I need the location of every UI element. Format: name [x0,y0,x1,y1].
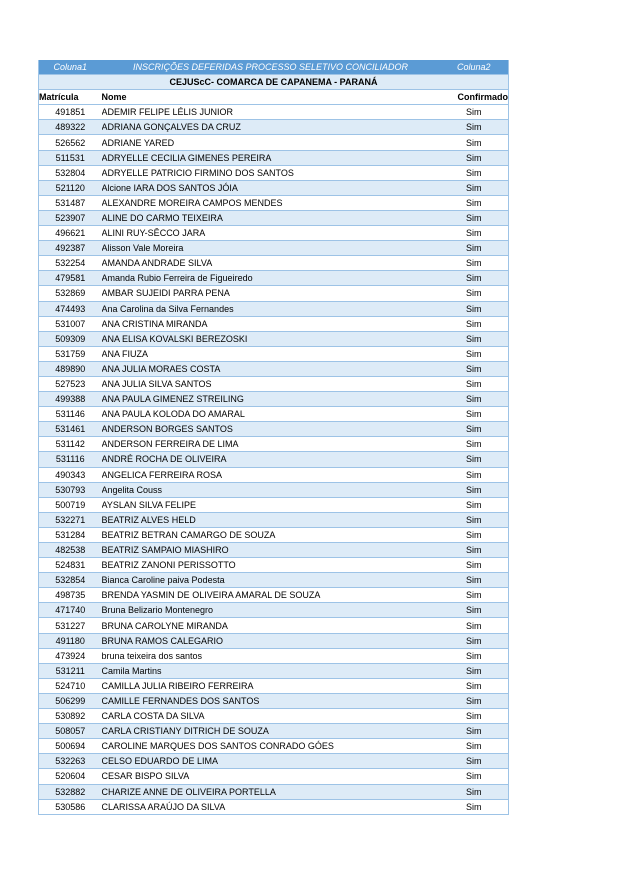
cell-nome: AMBAR SUJEIDI PARRA PENA [102,286,440,301]
cell-confirmado: Sim [440,784,509,799]
cell-matricula: 530793 [39,482,102,497]
table-row [39,558,509,573]
cell-nome: Bruna Belizario Montenegro [102,603,440,618]
cell-confirmado: Sim [440,754,509,769]
table-row [39,603,509,618]
header-coluna2[interactable]: Coluna2 [440,60,509,75]
table-header-row [39,60,509,75]
cell-nome: ANDRÉ ROCHA DE OLIVEIRA [102,452,440,467]
cell-nome: ADEMIR FELIPE LÉLIS JUNIOR [102,105,440,120]
cell-matricula: 489322 [39,120,102,135]
table-row [39,361,509,376]
cell-nome: ANA PAULA KOLODA DO AMARAL [102,407,440,422]
cell-nome: BEATRIZ SAMPAIO MIASHIRO [102,543,440,558]
cell-matricula: 496621 [39,226,102,241]
cell-matricula: 524710 [39,678,102,693]
table-row [39,633,509,648]
table-row [39,422,509,437]
header-coluna1[interactable]: Coluna1 [39,60,102,75]
table-row [39,331,509,346]
cell-nome: ANA CRISTINA MIRANDA [102,316,440,331]
cell-confirmado: Sim [440,709,509,724]
column-label-confirmado: Confirmado [440,90,509,105]
table-row [39,663,509,678]
cell-confirmado: Sim [440,663,509,678]
cell-confirmado: Sim [440,678,509,693]
cell-confirmado: Sim [440,105,509,120]
cell-confirmado: Sim [440,241,509,256]
cell-confirmado: Sim [440,558,509,573]
cell-confirmado: Sim [440,316,509,331]
table-row [39,497,509,512]
cell-confirmado: Sim [440,497,509,512]
cell-confirmado: Sim [440,301,509,316]
table-row [39,588,509,603]
cell-nome: Camila Martins [102,663,440,678]
table-row [39,241,509,256]
cell-matricula: 509309 [39,331,102,346]
header-title[interactable]: INSCRIÇÕES DEFERIDAS PROCESSO SELETIVO CONCILIADOR [102,60,440,75]
cell-nome: CARLA COSTA DA SILVA [102,709,440,724]
cell-confirmado: Sim [440,437,509,452]
cell-matricula: 531142 [39,437,102,452]
cell-matricula: 500719 [39,497,102,512]
cell-confirmado: Sim [440,256,509,271]
cell-nome: ALEXANDRE MOREIRA CAMPOS MENDES [102,195,440,210]
cell-nome: BRUNA RAMOS CALEGARIO [102,633,440,648]
cell-confirmado: Sim [440,361,509,376]
cell-confirmado: Sim [440,180,509,195]
cell-matricula: 511531 [39,150,102,165]
cell-matricula: 531759 [39,346,102,361]
cell-nome: ADRYELLE PATRICIO FIRMINO DOS SANTOS [102,165,440,180]
cell-nome: BRUNA CAROLYNE MIRANDA [102,618,440,633]
cell-matricula: 531007 [39,316,102,331]
cell-nome: BEATRIZ ZANONI PERISSOTTO [102,558,440,573]
table-row [39,512,509,527]
cell-nome: Amanda Rubio Ferreira de Figueiredo [102,271,440,286]
table-row [39,150,509,165]
cell-confirmado: Sim [440,482,509,497]
table-row [39,482,509,497]
cell-matricula: 482538 [39,543,102,558]
cell-nome: Ana Carolina da Silva Fernandes [102,301,440,316]
cell-matricula: 506299 [39,693,102,708]
table-row [39,754,509,769]
cell-nome: CAMILLE FERNANDES DOS SANTOS [102,693,440,708]
cell-confirmado: Sim [440,452,509,467]
cell-matricula: 523907 [39,210,102,225]
cell-matricula: 521120 [39,180,102,195]
cell-confirmado: Sim [440,633,509,648]
cell-nome: ANA FIUZA [102,346,440,361]
cell-nome: AMANDA ANDRADE SILVA [102,256,440,271]
column-label-nome: Nome [102,90,440,105]
table-row [39,392,509,407]
cell-matricula: 531487 [39,195,102,210]
registrations-table [38,60,509,815]
cell-nome: ADRIANE YARED [102,135,440,150]
cell-confirmado: Sim [440,693,509,708]
cell-confirmado: Sim [440,769,509,784]
table-row [39,573,509,588]
table-row [39,709,509,724]
cell-confirmado: Sim [440,543,509,558]
cell-matricula: 531227 [39,618,102,633]
cell-confirmado: Sim [440,165,509,180]
cell-matricula: 489890 [39,361,102,376]
cell-matricula: 479581 [39,271,102,286]
cell-matricula: 471740 [39,603,102,618]
cell-matricula: 491851 [39,105,102,120]
table-row [39,784,509,799]
cell-nome: ANA JULIA MORAES COSTA [102,361,440,376]
table-row [39,210,509,225]
cell-matricula: 532854 [39,573,102,588]
table-row [39,105,509,120]
cell-matricula: 530892 [39,709,102,724]
table-row [39,678,509,693]
table-row [39,286,509,301]
cell-matricula: 532869 [39,286,102,301]
cell-confirmado: Sim [440,120,509,135]
table-row [39,527,509,542]
cell-matricula: 526562 [39,135,102,150]
table-row [39,618,509,633]
table-row [39,256,509,271]
cell-nome: ADRYELLE CECILIA GIMENES PEREIRA [102,150,440,165]
cell-nome: ADRIANA GONÇALVES DA CRUZ [102,120,440,135]
cell-matricula: 473924 [39,648,102,663]
cell-nome: bruna teixeira dos santos [102,648,440,663]
subtitle-row [39,75,509,90]
cell-confirmado: Sim [440,226,509,241]
cell-confirmado: Sim [440,271,509,286]
cell-confirmado: Sim [440,512,509,527]
cell-nome: ANA ELISA KOVALSKI BEREZOSKI [102,331,440,346]
cell-nome: Angelita Couss [102,482,440,497]
cell-confirmado: Sim [440,150,509,165]
cell-matricula: 531211 [39,663,102,678]
cell-confirmado: Sim [440,376,509,391]
cell-confirmado: Sim [440,648,509,663]
table-row [39,165,509,180]
cell-confirmado: Sim [440,588,509,603]
cell-matricula: 491180 [39,633,102,648]
cell-nome: CAMILLA JULIA RIBEIRO FERREIRA [102,678,440,693]
cell-matricula: 490343 [39,467,102,482]
cell-matricula: 532254 [39,256,102,271]
cell-nome: CARLA CRISTIANY DITRICH DE SOUZA [102,724,440,739]
table-row [39,799,509,814]
table-row [39,120,509,135]
cell-nome: BEATRIZ ALVES HELD [102,512,440,527]
cell-confirmado: Sim [440,618,509,633]
cell-nome: CELSO EDUARDO DE LIMA [102,754,440,769]
table-row [39,437,509,452]
cell-confirmado: Sim [440,195,509,210]
cell-matricula: 508057 [39,724,102,739]
table-row [39,467,509,482]
cell-confirmado: Sim [440,135,509,150]
cell-confirmado: Sim [440,407,509,422]
cell-nome: ANDERSON BORGES SANTOS [102,422,440,437]
cell-matricula: 492387 [39,241,102,256]
table-row [39,648,509,663]
cell-nome: CLARISSA ARAÚJO DA SILVA [102,799,440,814]
cell-matricula: 498735 [39,588,102,603]
table-row [39,195,509,210]
table-row [39,376,509,391]
cell-matricula: 531461 [39,422,102,437]
cell-nome: Bianca Caroline paiva Podesta [102,573,440,588]
cell-confirmado: Sim [440,527,509,542]
cell-nome: Alcione IARA DOS SANTOS JÓIA [102,180,440,195]
cell-nome: CAROLINE MARQUES DOS SANTOS CONRADO GÓES [102,739,440,754]
cell-nome: BRENDA YASMIN DE OLIVEIRA AMARAL DE SOUZA [102,588,440,603]
table-row [39,301,509,316]
column-labels-row [39,90,509,105]
cell-matricula: 531116 [39,452,102,467]
subtitle-cell: CEJUScC- COMARCA DE CAPANEMA - PARANÁ [39,75,509,90]
cell-nome: ANDERSON FERREIRA DE LIMA [102,437,440,452]
cell-nome: ALINI RUY-SÊCCO JARA [102,226,440,241]
cell-matricula: 532882 [39,784,102,799]
table-row [39,180,509,195]
cell-nome: AYSLAN SILVA FELIPE [102,497,440,512]
table-row [39,769,509,784]
cell-matricula: 520604 [39,769,102,784]
cell-nome: ANA JULIA SILVA SANTOS [102,376,440,391]
cell-nome: CESAR BISPO SILVA [102,769,440,784]
cell-confirmado: Sim [440,573,509,588]
table-row [39,271,509,286]
table-row [39,724,509,739]
cell-confirmado: Sim [440,799,509,814]
cell-nome: ANGELICA FERREIRA ROSA [102,467,440,482]
cell-matricula: 530586 [39,799,102,814]
cell-confirmado: Sim [440,739,509,754]
cell-confirmado: Sim [440,467,509,482]
cell-matricula: 499388 [39,392,102,407]
cell-matricula: 524831 [39,558,102,573]
cell-matricula: 532271 [39,512,102,527]
cell-confirmado: Sim [440,392,509,407]
cell-confirmado: Sim [440,724,509,739]
cell-nome: ALINE DO CARMO TEIXEIRA [102,210,440,225]
cell-matricula: 531146 [39,407,102,422]
table-row [39,316,509,331]
table-row [39,693,509,708]
table-row [39,135,509,150]
cell-matricula: 531284 [39,527,102,542]
cell-matricula: 500694 [39,739,102,754]
cell-confirmado: Sim [440,286,509,301]
cell-nome: CHARIZE ANNE DE OLIVEIRA PORTELLA [102,784,440,799]
column-label-matricula: Matrícula [39,90,102,105]
cell-confirmado: Sim [440,346,509,361]
cell-confirmado: Sim [440,422,509,437]
cell-nome: Alisson Vale Moreira [102,241,440,256]
cell-confirmado: Sim [440,331,509,346]
cell-matricula: 532263 [39,754,102,769]
table-row [39,346,509,361]
cell-nome: BEATRIZ BETRAN CAMARGO DE SOUZA [102,527,440,542]
table-row [39,226,509,241]
cell-matricula: 532804 [39,165,102,180]
cell-matricula: 474493 [39,301,102,316]
table-row [39,543,509,558]
cell-confirmado: Sim [440,603,509,618]
cell-nome: ANA PAULA GIMENEZ STREILING [102,392,440,407]
table-row [39,407,509,422]
table-row [39,452,509,467]
cell-confirmado: Sim [440,210,509,225]
table-row [39,739,509,754]
cell-matricula: 527523 [39,376,102,391]
